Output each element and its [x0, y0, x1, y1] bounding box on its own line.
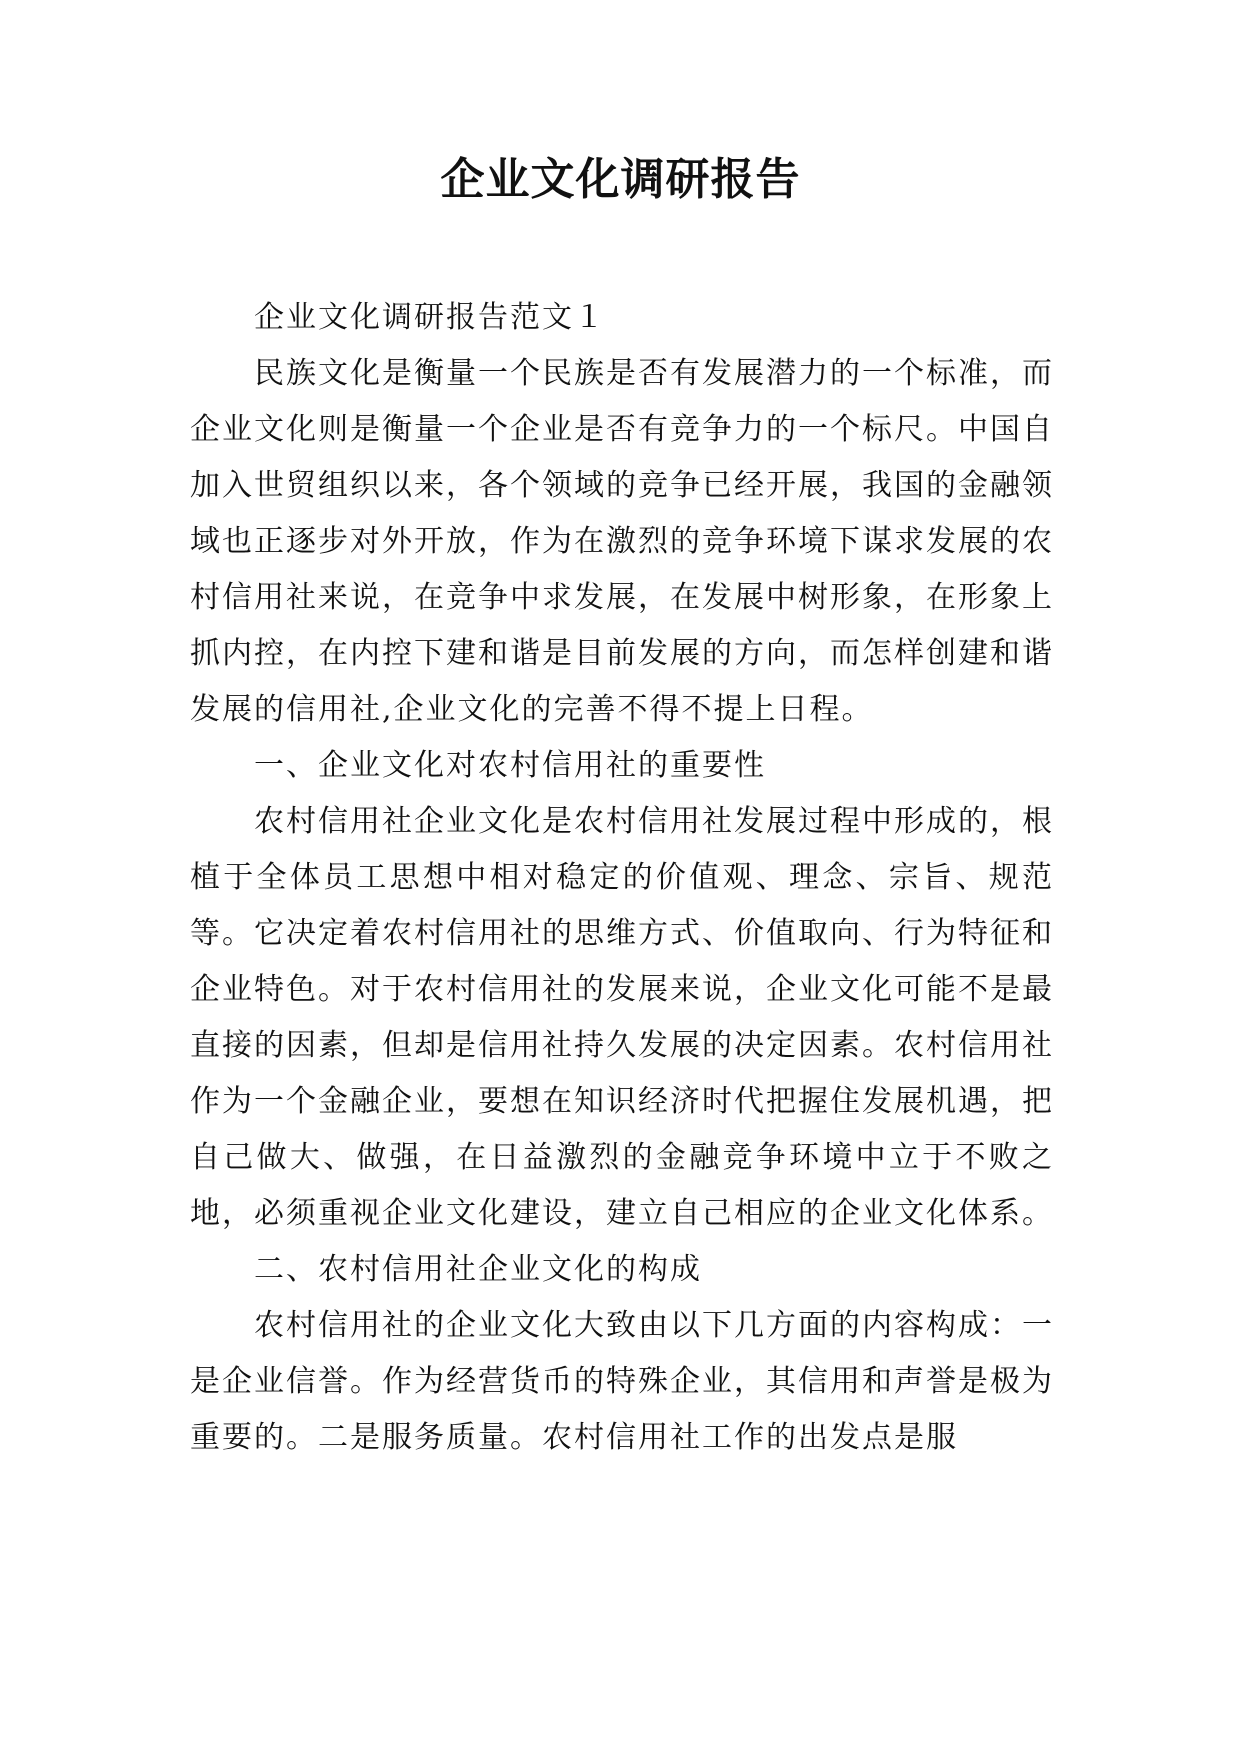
section-heading-2: 二、农村信用社企业文化的构成 — [254, 1252, 702, 1287]
document-body — [190, 290, 1054, 1466]
paragraph-subtitle: 企业文化调研报告范文１ — [254, 300, 606, 335]
paragraph-intro: 民族文化是衡量一个民族是否有发展潜力的一个标准，而企业文化则是衡量一个企业是否有竞争力的一个标尺。中国自加入世贸组织以来，各个领域的竞争已经开展，我国的金融领域也正逐步对外开放，作为在激烈的竞争环境下谋求发展的农村信用社来说，在竞争中求发展，在发展中树形象，在形象上抓内控，在内控下建和谐是目前发展的方向，而怎样创建和谐发展的信用社,企业文化的完善不得不提上日程。 — [190, 356, 1054, 727]
document-title: 企业文化调研报告 — [440, 154, 801, 205]
section-heading-1: 一、企业文化对农村信用社的重要性 — [254, 748, 766, 783]
paragraph-section-1: 农村信用社企业文化是农村信用社发展过程中形成的，根植于全体员工思想中相对稳定的价值观、理念、宗旨、规范等。它决定着农村信用社的思维方式、价值取向、行为特征和企业特色。对于农村信用社的发展来说，企业文化可能不是最直接的因素，但却是信用社持久发展的决定因素。农村信用社作为一个金融企业，要想在知识经济时代把握住发展机遇，把自己做大、做强，在日益激烈的金融竞争环境中立于不败之地，必须重视企业文化建设，建立自己相应的企业文化体系。 — [190, 804, 1054, 1231]
paragraph-section-2: 农村信用社的企业文化大致由以下几方面的内容构成：一是企业信誉。作为经营货币的特殊企业，其信用和声誉是极为重要的。二是服务质量。农村信用社工作的出发点是服 — [190, 1308, 1054, 1455]
